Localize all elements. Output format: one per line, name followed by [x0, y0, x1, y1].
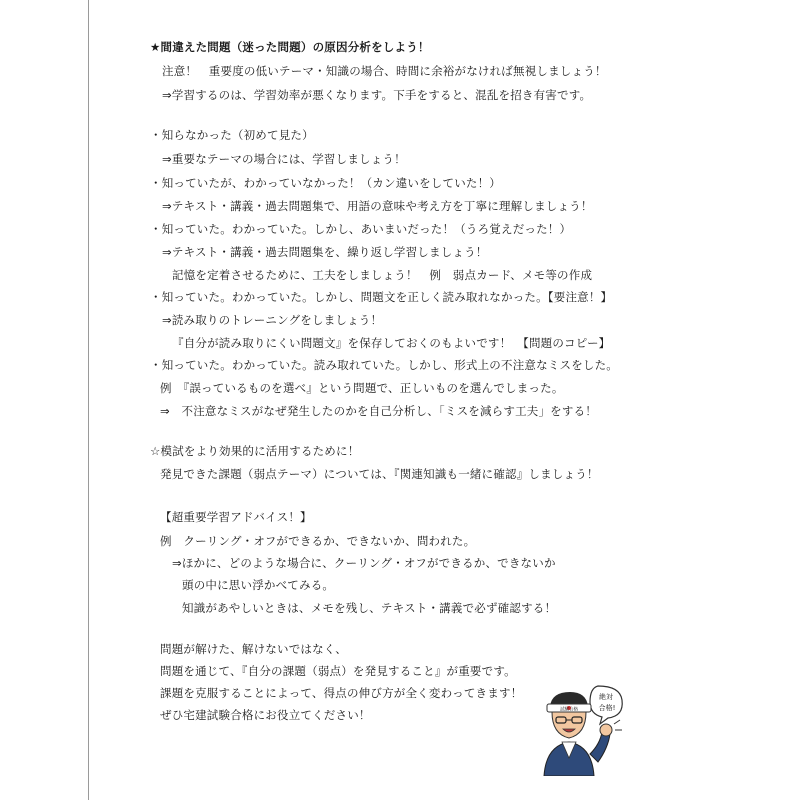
mascot-instructor-illustration	[528, 684, 628, 776]
list-item: ・知っていた。わかっていた。読み取れていた。しかし、形式上の不注意なミスをした。	[150, 358, 618, 372]
list-item-sub: ⇒ 不注意なミスがなぜ発生したのかを自己分析し、「ミスを減らす工夫」をする！	[160, 404, 597, 418]
advice-title: 【超重要学習アドバイス！】	[160, 510, 312, 524]
closing-line: ぜひ宅建試験合格にお役立てください！	[160, 708, 371, 722]
list-item-sub: 記憶を定着させるために、工夫をしましょう！ 例 弱点カード、メモ等の作成	[172, 268, 593, 282]
section-heading-mock-exam: ☆模試をより効果的に活用するために！	[150, 444, 360, 458]
list-item-sub: ⇒重要なテーマの場合には、学習しましょう！	[162, 152, 406, 166]
section-text: 発見できた課題（弱点テーマ）については、『関連知識も一緒に確認』しましょう！	[160, 467, 599, 481]
list-item-sub: ⇒読み取りのトレーニングをしましょう！	[162, 313, 383, 327]
section-heading-analysis: ★間違えた問題（迷った問題）の原因分析をしよう！	[150, 40, 430, 54]
list-item: ・知っていた。わかっていた。しかし、あいまいだった！（うろ覚えだった！）	[150, 222, 572, 236]
closing-line: 問題が解けた、解けないではなく、	[160, 642, 347, 656]
note-line: 注意！ 重要度の低いテーマ・知識の場合、時間に余裕がなければ無視しましょう！	[162, 64, 607, 78]
svg-text:合格!: 合格!	[598, 704, 616, 712]
list-item-sub: 例 『誤っているものを選べ』という問題で、正しいものを選んでしまった。	[160, 381, 564, 395]
list-item: ・知らなかった（初めて見た）	[150, 128, 314, 142]
list-item: ・知っていたが、わかっていなかった！（カン違いをしていた！）	[150, 176, 501, 190]
advice-line: 例 クーリング・オフができるか、できないか、問われた。	[160, 534, 476, 548]
speech-bubble	[590, 686, 622, 724]
note-line: ⇒学習するのは、学習効率が悪くなります。下手をすると、混乱を招き有害です。	[162, 88, 592, 102]
closing-line: 問題を通じて、『自分の課題（弱点）を発見すること』が重要です。	[160, 664, 516, 678]
advice-line: 知識があやしいときは、メモを残し、テキスト・講義で必ず確認する！	[182, 601, 557, 615]
advice-line: ⇒ほかに、どのような場合に、クーリング・オフができるか、できないか	[172, 556, 556, 570]
list-item-sub: ⇒テキスト・講義・過去問題集で、用語の意味や考え方を丁寧に理解しましょう！	[162, 199, 593, 213]
list-item-sub: ⇒テキスト・講義・過去問題集を、繰り返し学習しましょう！	[162, 245, 488, 259]
advice-line: 頭の中に思い浮かべてみる。	[182, 578, 335, 592]
list-item-sub: 『自分が読み取りにくい問題文』を保存しておくのもよいです！ 【問題のコピー】	[172, 336, 611, 350]
closing-line: 課題を克服することによって、得点の伸び方が全く変わってきます！	[160, 686, 523, 700]
svg-text:絶対: 絶対	[599, 693, 613, 701]
svg-text:試験合格: 試験合格	[560, 707, 578, 713]
list-item: ・知っていた。わかっていた。しかし、問題文を正しく読み取れなかった。【要注意！】	[150, 290, 613, 304]
